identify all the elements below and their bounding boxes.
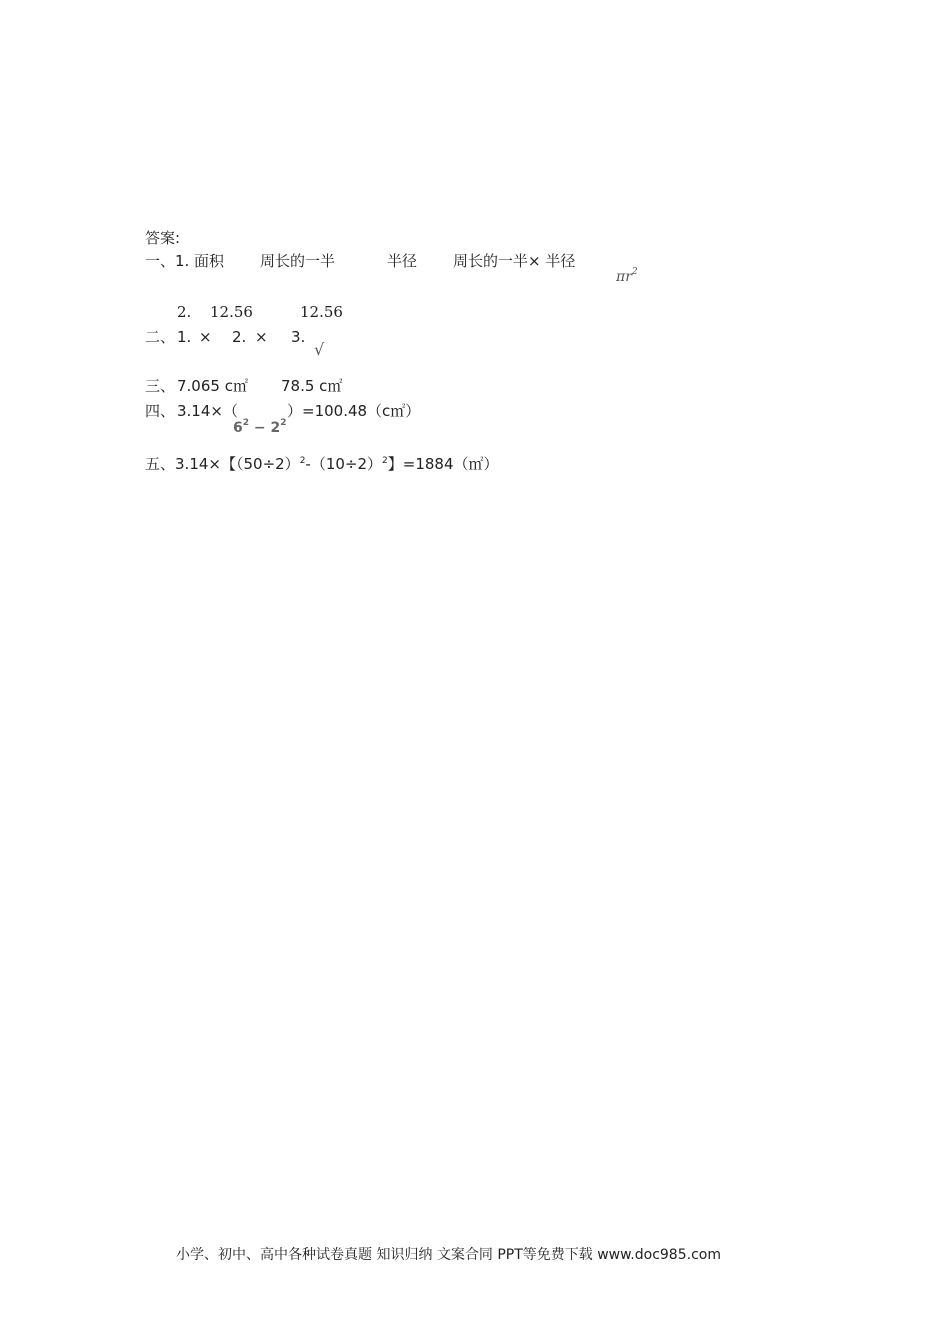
q2-item2-num: 2.	[232, 328, 247, 346]
q3-label: 三、	[145, 377, 176, 395]
q2-item2-answer: ×	[255, 328, 268, 346]
q1-answer-radius: 半径	[387, 252, 418, 270]
q2-item1-num: 1.	[177, 328, 192, 346]
q5-part-1: 3.14×【（50÷2）	[175, 455, 300, 473]
q1-sub2-value-2: 12.56	[300, 303, 343, 321]
q4-minus: −	[249, 420, 271, 436]
q4-suffix: ）=100.48（c㎡）	[287, 402, 421, 420]
q5-part-3: 】=1884（㎡）	[387, 455, 499, 473]
q5-part-2: -（10÷2）	[305, 455, 383, 473]
q2-item3-answer: √	[314, 340, 325, 359]
q4-exp-2: 2	[280, 418, 287, 428]
q5-label: 五、	[145, 455, 176, 473]
q1-formula-exp: 2	[631, 267, 638, 277]
q4-expression	[233, 413, 287, 438]
answer-heading: 答案:	[145, 229, 181, 247]
q3-value-1: 7.065 c㎡	[177, 377, 248, 395]
q4-term-2: 2	[270, 420, 281, 436]
q1-answer-product: 周长的一半× 半径	[453, 252, 576, 270]
q5-exp-2: 2	[382, 456, 388, 466]
q5-exp-1: 2	[299, 456, 306, 466]
footer-text: 小学、初中、高中各种试卷真题 知识归纳 文案合同 PPT等免费下载 www.doc985.com	[176, 1247, 721, 1263]
q2-label: 二、	[145, 328, 176, 346]
q5-line	[145, 451, 499, 474]
q3-value-2: 78.5 c㎡	[281, 377, 343, 395]
q1-answer-area: 面积	[194, 252, 225, 270]
q2-item1-answer: ×	[199, 328, 212, 346]
q1-answer-perimeter-half: 周长的一半	[260, 252, 336, 270]
q1-sub2-num: 2.	[177, 303, 192, 321]
q1-line	[145, 251, 189, 271]
q1-label: 一、	[145, 252, 176, 270]
q1-num: 1.	[175, 252, 190, 270]
q1-formula-base: πr	[616, 269, 632, 285]
q1-formula	[616, 262, 638, 287]
q4-exp-1: 2	[242, 418, 250, 428]
q1-sub2-value-1: 12.56	[210, 303, 253, 321]
q4-term-1: 6	[233, 420, 243, 436]
q4-label: 四、	[145, 402, 176, 420]
q2-item3-num: 3.	[291, 328, 306, 346]
q4-prefix: 3.14×（	[177, 402, 238, 420]
